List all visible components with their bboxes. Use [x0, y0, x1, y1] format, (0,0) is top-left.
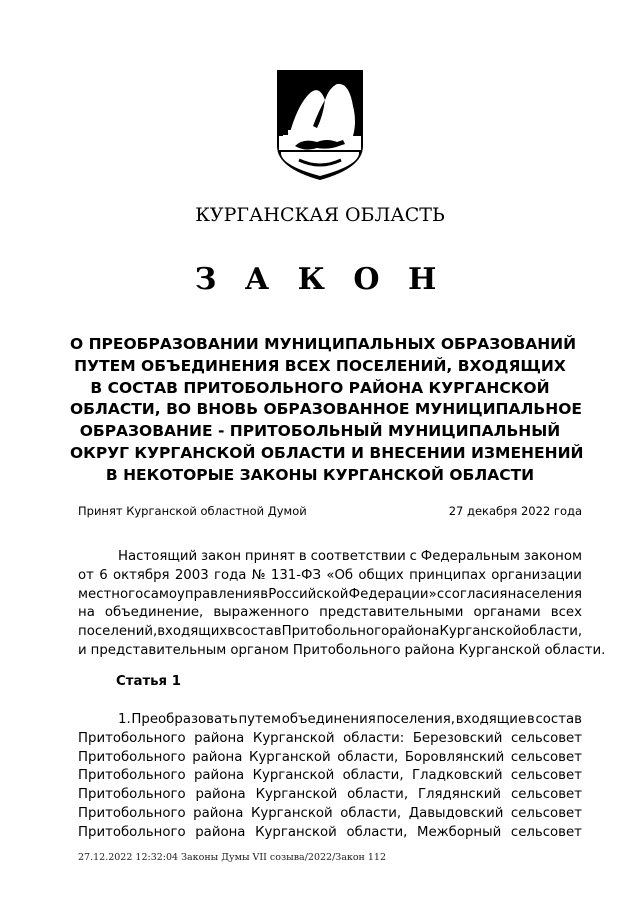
word: входящих — [157, 624, 228, 640]
word: Притобольного — [78, 768, 186, 784]
text-line — [78, 604, 582, 623]
word: с — [409, 549, 417, 564]
word: поселений, — [78, 624, 158, 640]
word: объединения — [281, 712, 376, 727]
word: местного — [78, 586, 144, 602]
word: Курганской — [252, 768, 335, 784]
word: Курганской — [250, 805, 333, 821]
word: на — [78, 605, 95, 621]
law-title-line: ПУТЕМ ОБЪЕДИНЕНИЯ ВСЕХ ПОСЕЛЕНИЙ, ВХОДЯЩИХ — [74, 356, 566, 375]
word: района — [192, 749, 243, 765]
word: населения — [507, 586, 582, 602]
article-heading: Статья 1 — [116, 674, 181, 689]
word: соответствии — [310, 549, 406, 564]
text-line — [78, 730, 582, 749]
word: Курганской — [255, 787, 338, 803]
word: Притобольного — [281, 624, 390, 640]
word: состав — [535, 712, 582, 727]
coat-of-arms-icon — [273, 66, 367, 184]
word: Курганской — [249, 749, 331, 765]
word: «Об — [326, 567, 354, 583]
word: области, — [342, 768, 404, 784]
word: Курганской — [255, 824, 337, 840]
word: в — [526, 712, 535, 727]
word: Курганской — [458, 642, 541, 658]
word: Федерации» — [348, 586, 437, 602]
text-line — [78, 642, 606, 661]
word: законом — [523, 549, 582, 564]
region-name: КУРГАНСКАЯ ОБЛАСТЬ — [195, 204, 445, 226]
word: Настоящий — [118, 549, 198, 564]
word: района — [195, 824, 246, 840]
word: 6 — [99, 567, 108, 583]
word: сельсовет — [510, 805, 582, 821]
text-line — [78, 749, 582, 768]
text-line — [78, 586, 582, 605]
word: области, — [340, 805, 402, 821]
word: принципах — [409, 567, 486, 583]
word: выраженного — [213, 605, 310, 621]
word: Притобольного — [78, 730, 186, 746]
word: с — [436, 586, 445, 602]
word: органом — [230, 642, 289, 658]
word: сельсовет — [510, 749, 582, 765]
document-footer: 27.12.2022 12:32:04 Законы Думы VII созыва/2022/Закон 112 — [78, 852, 387, 863]
word: всех — [550, 605, 582, 621]
text-line — [78, 567, 582, 586]
word: сельсовет — [510, 768, 582, 784]
word: октября — [112, 567, 170, 583]
word: Притобольного — [78, 749, 186, 765]
word: 1. — [118, 712, 131, 727]
word: области. — [544, 642, 606, 658]
word: года — [213, 567, 247, 583]
text-line — [78, 623, 582, 642]
word: 2003 — [174, 567, 209, 583]
word: области, — [346, 824, 408, 840]
word: закон — [200, 549, 242, 564]
word: Курганской — [252, 730, 335, 746]
word: принят — [244, 549, 296, 564]
word: района — [195, 787, 246, 803]
word: и — [78, 642, 87, 658]
word: согласия — [444, 586, 508, 602]
word: района — [404, 642, 455, 658]
word: Федеральным — [420, 549, 520, 564]
law-title-line: ОКРУГ КУРГАНСКОЙ ОБЛАСТИ И ВНЕСЕНИИ ИЗМЕНЕНИЙ — [70, 443, 584, 462]
word: Глядянский — [417, 787, 502, 803]
word: сельсовет — [510, 787, 582, 803]
law-title-line: ОБРАЗОВАНИЕ - ПРИТОБОЛЬНЫЙ МУНИЦИПАЛЬНЫЙ — [79, 422, 561, 441]
word: Притобольного — [78, 787, 186, 803]
word: сельсовет — [510, 824, 582, 840]
text-line — [78, 786, 582, 805]
word: области, — [337, 749, 399, 765]
text-line — [78, 824, 582, 843]
text-line — [78, 548, 582, 567]
word: Боровлянский — [404, 749, 505, 765]
law-title-line: О ПРЕОБРАЗОВАНИИ МУНИЦИПАЛЬНЫХ ОБРАЗОВАНИЙ — [70, 335, 577, 353]
document-type: З А К О Н — [194, 262, 446, 297]
law-title-line: ОБЛАСТИ, ВО ВНОВЬ ОБРАЗОВАННОЕ МУНИЦИПАЛЬНОЕ — [70, 400, 582, 419]
law-title — [70, 334, 584, 487]
word: состав — [235, 624, 282, 640]
word: района — [389, 624, 440, 640]
word: объединение, — [104, 605, 204, 621]
word: Березовский — [412, 730, 503, 746]
word: Притобольного — [78, 805, 186, 821]
word: представительными — [319, 605, 464, 621]
word: Российской — [268, 586, 349, 602]
law-title-line: В СОСТАВ ПРИТОБОЛЬНОГО РАЙОНА КУРГАНСКОЙ — [90, 378, 550, 397]
word: представительным — [90, 642, 227, 658]
word: № — [251, 567, 266, 583]
word: организации — [491, 567, 582, 583]
word: общих — [358, 567, 404, 583]
word: от — [78, 567, 94, 583]
word: области, — [347, 787, 409, 803]
preamble — [78, 548, 606, 661]
article-1-text — [78, 711, 582, 843]
word: Межборный — [417, 824, 502, 840]
word: Притобольного — [292, 642, 401, 658]
word: области, — [521, 624, 583, 640]
word: Гладковский — [411, 768, 503, 784]
word: района — [194, 730, 245, 746]
word: самоуправления — [143, 586, 261, 602]
word: органами — [473, 605, 541, 621]
word: Преобразовать — [131, 712, 238, 727]
text-line — [78, 805, 582, 824]
word: путем — [238, 712, 282, 727]
word: поселения, — [376, 712, 456, 727]
word: в — [298, 549, 307, 564]
word: Курганской — [439, 624, 522, 640]
word: в — [227, 624, 236, 640]
word: в — [260, 586, 269, 602]
word: 131-ФЗ — [270, 567, 322, 583]
law-title-line: В НЕКОТОРЫЕ ЗАКОНЫ КУРГАНСКОЙ ОБЛАСТИ — [105, 465, 535, 484]
text-line — [78, 711, 582, 730]
word: Притобольного — [78, 824, 186, 840]
word: района — [193, 805, 244, 821]
adoption-date: 27 декабря 2022 года — [448, 504, 582, 518]
word: сельсовет — [510, 730, 582, 746]
word: Давыдовский — [408, 805, 504, 821]
text-line — [78, 767, 582, 786]
word: района — [193, 768, 245, 784]
word: области: — [343, 730, 405, 746]
adopted-by: Принят Курганской областной Думой — [78, 504, 307, 518]
word: входящие — [455, 712, 527, 727]
